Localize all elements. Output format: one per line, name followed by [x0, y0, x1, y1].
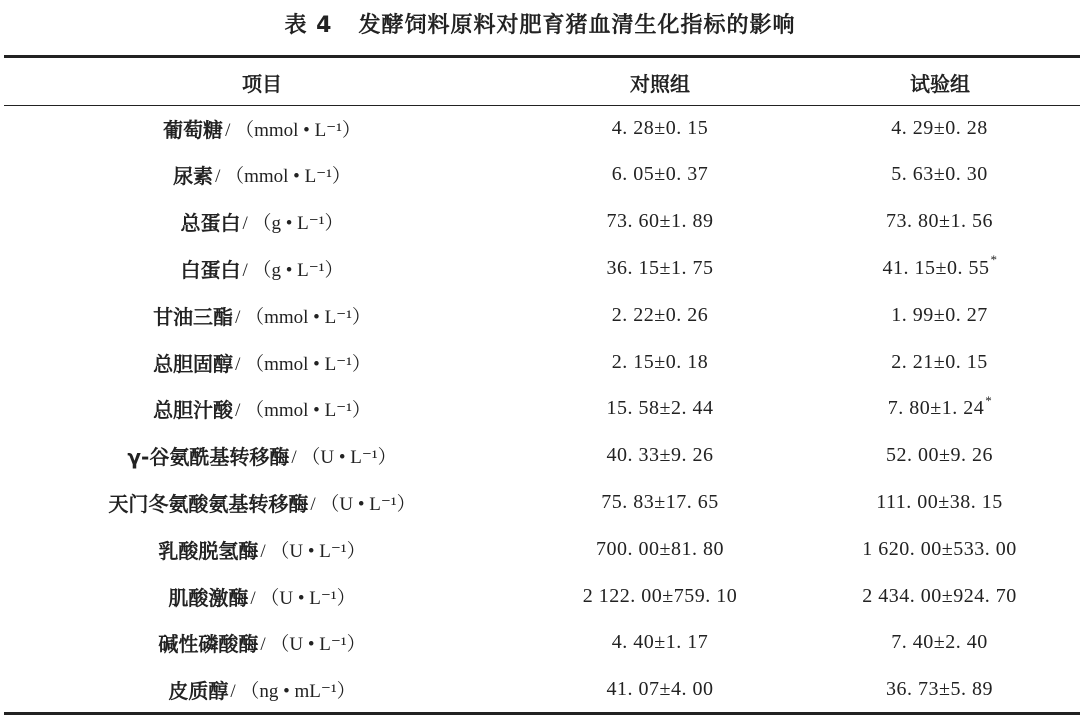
control-value: 2. 22±0. 26	[611, 303, 709, 326]
item-name: 肌酸激酶	[168, 585, 249, 610]
table-row	[4, 295, 1080, 335]
control-value: 36. 15±1. 75	[606, 256, 714, 279]
row-item	[4, 202, 520, 242]
row-item	[4, 436, 520, 476]
control-value: 75. 83±17. 65	[601, 490, 719, 513]
control-value: 41. 07±4. 00	[606, 678, 714, 701]
table-label: 表 4	[284, 13, 333, 38]
table-row	[4, 248, 1080, 288]
row-item	[4, 529, 520, 569]
table-row	[4, 529, 1080, 569]
item-name: 葡萄糖	[163, 117, 224, 142]
item-unit: / （mmol • L⁻¹）	[235, 400, 371, 422]
item-unit: / （mmol • L⁻¹）	[225, 119, 361, 141]
item-unit: / （U • L⁻¹）	[291, 447, 397, 469]
table-row	[4, 108, 1080, 148]
header-control: 对照组	[630, 71, 690, 96]
control-value: 2 122. 00±759. 10	[582, 584, 738, 607]
table-row	[4, 670, 1080, 710]
test-value: 7. 80±1. 24	[887, 397, 985, 420]
header-item: 项目	[242, 71, 282, 96]
test-value: 36. 73±5. 89	[886, 678, 993, 701]
table-row	[4, 482, 1080, 522]
item-name: γ-谷氨酰基转移酶	[127, 445, 290, 470]
test-value: 4. 29±0. 28	[891, 116, 988, 139]
table-row	[4, 202, 1080, 242]
item-name: 总胆汁酸	[153, 398, 234, 423]
item-name: 甘油三酯	[153, 304, 234, 329]
test-cell	[800, 482, 1080, 522]
header-rule	[4, 105, 1080, 106]
row-item	[4, 623, 520, 663]
item-unit: / （mmol • L⁻¹）	[215, 166, 351, 188]
row-item	[4, 576, 520, 616]
control-value: 73. 60±1. 89	[606, 210, 714, 233]
row-item	[4, 670, 520, 710]
table-row	[4, 389, 1080, 429]
row-item	[4, 389, 520, 429]
item-unit: / （U • L⁻¹）	[250, 587, 356, 609]
row-item	[4, 295, 520, 335]
control-value: 15. 58±2. 44	[606, 397, 714, 420]
test-cell	[800, 670, 1080, 710]
table-row	[4, 576, 1080, 616]
test-value: 73. 80±1. 56	[886, 210, 993, 233]
table-header	[4, 60, 1080, 104]
item-unit: / （mmol • L⁻¹）	[235, 306, 371, 328]
top-rule	[4, 55, 1080, 58]
control-value: 700. 00±81. 80	[596, 537, 724, 560]
row-item	[4, 108, 520, 148]
test-value: 1 620. 00±533. 00	[862, 537, 1017, 560]
test-cell	[800, 342, 1080, 382]
table-row	[4, 342, 1080, 382]
test-cell	[800, 529, 1080, 569]
item-unit: / （g • L⁻¹）	[242, 213, 344, 235]
table-row	[4, 155, 1080, 195]
header-test: 试验组	[910, 71, 970, 96]
test-cell	[800, 248, 1080, 288]
test-value: 5. 63±0. 30	[891, 163, 988, 186]
item-name: 碱性磷酸酶	[158, 632, 259, 657]
significance-mark: *	[985, 392, 993, 408]
test-cell	[800, 576, 1080, 616]
test-value: 2. 21±0. 15	[891, 350, 988, 373]
table-caption: 发酵饲料原料对肥育猪血清生化指标的影响	[358, 13, 796, 38]
item-unit: / （g • L⁻¹）	[242, 259, 344, 281]
bottom-rule	[4, 712, 1080, 715]
test-cell	[800, 623, 1080, 663]
test-value: 7. 40±2. 40	[891, 631, 988, 654]
row-item	[4, 155, 520, 195]
item-unit: / （U • L⁻¹）	[260, 634, 366, 656]
control-value: 2. 15±0. 18	[611, 350, 709, 373]
test-cell	[800, 295, 1080, 335]
table-title	[0, 8, 1080, 39]
row-item	[4, 482, 520, 522]
item-name: 白蛋白	[180, 257, 241, 282]
control-value: 6. 05±0. 37	[611, 163, 709, 186]
test-cell	[800, 436, 1080, 476]
significance-mark: *	[990, 252, 998, 268]
test-value: 111. 00±38. 15	[876, 490, 1003, 513]
item-unit: / （mmol • L⁻¹）	[235, 353, 371, 375]
item-name: 总蛋白	[180, 211, 241, 236]
table-row	[4, 436, 1080, 476]
item-name: 尿素	[173, 164, 214, 189]
test-cell	[800, 155, 1080, 195]
test-cell	[800, 389, 1080, 429]
control-value: 40. 33±9. 26	[606, 444, 714, 467]
control-value: 4. 40±1. 17	[611, 631, 709, 654]
test-value: 52. 00±9. 26	[886, 444, 993, 467]
item-name: 总胆固醇	[153, 351, 234, 376]
item-name: 天门冬氨酸氨基转移酶	[108, 491, 309, 516]
control-value: 4. 28±0. 15	[611, 116, 709, 139]
test-value: 1. 99±0. 27	[891, 303, 988, 326]
item-name: 皮质醇	[168, 679, 229, 704]
item-name: 乳酸脱氢酶	[158, 538, 259, 563]
item-unit: / （U • L⁻¹）	[260, 540, 366, 562]
test-value: 2 434. 00±924. 70	[862, 584, 1017, 607]
test-cell	[800, 202, 1080, 242]
item-unit: / （U • L⁻¹）	[310, 493, 416, 515]
table-row	[4, 623, 1080, 663]
test-value: 41. 15±0. 55	[882, 256, 990, 279]
test-cell	[800, 108, 1080, 148]
item-unit: / （ng • mL⁻¹）	[230, 681, 356, 703]
row-item	[4, 248, 520, 288]
row-item	[4, 342, 520, 382]
